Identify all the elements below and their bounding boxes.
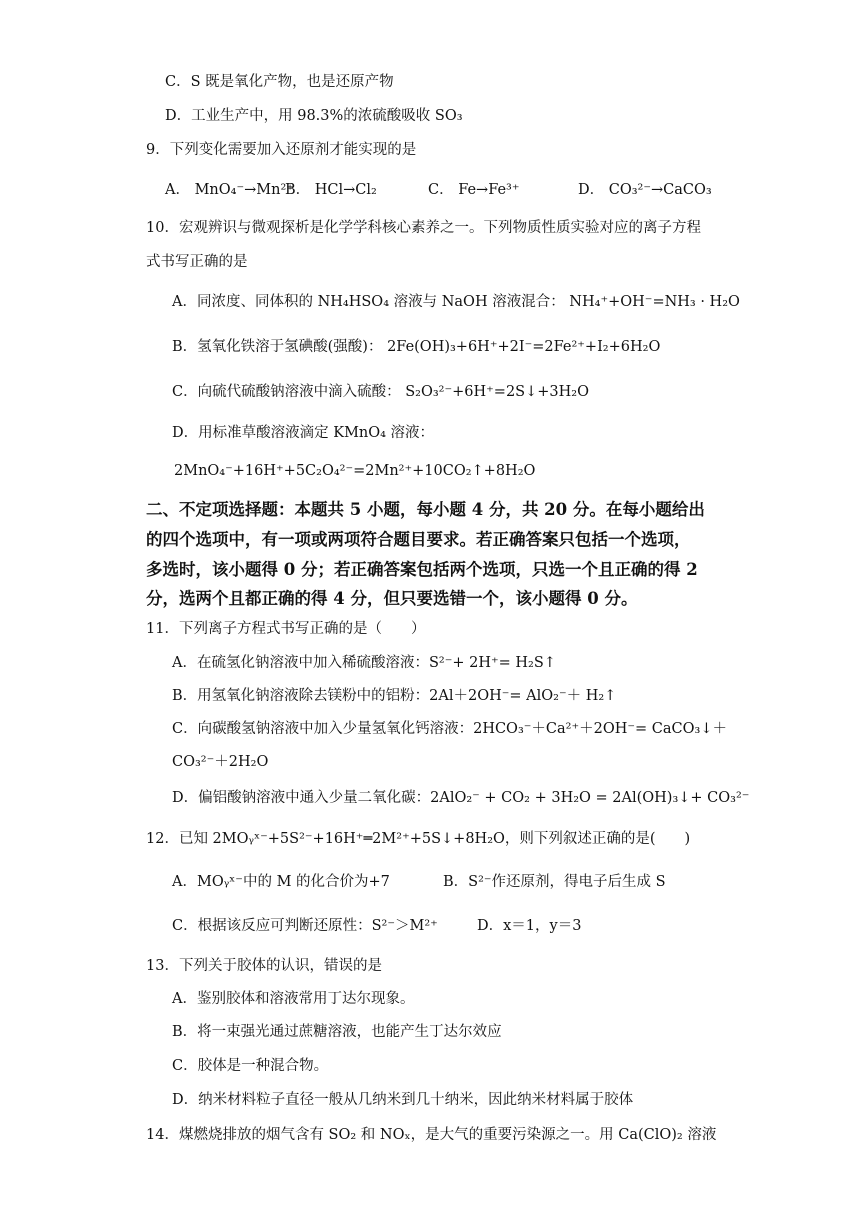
q9-stem: 9．下列变化需要加入还原剂才能实现的是 bbox=[146, 142, 417, 158]
q11-option-c-cont: CO₃²⁻＋2H₂O bbox=[172, 754, 269, 770]
q12-options-row2 bbox=[172, 916, 732, 936]
q12-option-c: C．根据该反应可判断还原性：S²⁻＞M²⁺ bbox=[172, 918, 438, 934]
q13-option-d: D．纳米材料粒子直径一般从几纳米到几十纳米，因此纳米材料属于胶体 bbox=[172, 1092, 634, 1108]
q8-option-d: D．工业生产中，用 98.3%的浓硫酸吸收 SO₃ bbox=[165, 108, 463, 124]
section-2-heading-line1: 二、不定项选择题：本题共 5 小题，每小题 4 分，共 20 分。在每小题给出 bbox=[146, 500, 705, 519]
q10-stem-line2: 式书写正确的是 bbox=[146, 254, 248, 270]
q12-option-d: D．x＝1，y＝3 bbox=[477, 918, 582, 934]
q11-option-b: B．用氢氧化钠溶液除去镁粉中的铝粉：2Al＋2OH⁻= AlO₂⁻＋ H₂↑ bbox=[172, 688, 617, 704]
q12-options-row1 bbox=[172, 872, 732, 892]
q12-option-b: B．S²⁻作还原剂，得电子后生成 S bbox=[443, 874, 666, 890]
q13-stem: 13．下列关于胶体的认识，错误的是 bbox=[146, 958, 382, 974]
q9-option-c: C． Fe→Fe³⁺ bbox=[428, 182, 520, 198]
q14-stem: 14．煤燃烧排放的烟气含有 SO₂ 和 NOₓ，是大气的重要污染源之一。用 Ca(ClO)₂ 溶液 bbox=[146, 1127, 717, 1143]
q9-options bbox=[165, 180, 725, 200]
q13-option-c: C．胶体是一种混合物。 bbox=[172, 1058, 329, 1074]
section-2-heading-line4: 分，选两个且都正确的得 4 分，但只要选错一个，该小题得 0 分。 bbox=[146, 589, 638, 608]
q12-stem: 12．已知 2MOᵧˣ⁻+5S²⁻+16H⁺═2M²⁺+5S↓+8H₂O，则下列叙述正确的是( ) bbox=[146, 831, 691, 847]
q12-option-a: A．MOᵧˣ⁻中的 M 的化合价为+7 bbox=[172, 874, 390, 890]
q11-option-c: C．向碳酸氢钠溶液中加入少量氢氧化钙溶液：2HCO₃⁻＋Ca²⁺＋2OH⁻= CaCO₃↓＋ bbox=[172, 721, 727, 737]
q10-option-c: C．向硫代硫酸钠溶液中滴入硫酸： S₂O₃²⁻+6H⁺=2S↓+3H₂O bbox=[172, 384, 589, 400]
q11-option-a: A．在硫氢化钠溶液中加入稀硫酸溶液：S²⁻+ 2H⁺= H₂S↑ bbox=[172, 655, 556, 671]
q11-stem: 11．下列离子方程式书写正确的是（ ） bbox=[146, 621, 426, 637]
q10-option-d-equation: 2MnO₄⁻+16H⁺+5C₂O₄²⁻=2Mn²⁺+10CO₂↑+8H₂O bbox=[174, 463, 536, 479]
q10-stem-line1: 10．宏观辨识与微观探析是化学学科核心素养之一。下列物质性质实验对应的离子方程 bbox=[146, 220, 701, 236]
q9-option-d: D． CO₃²⁻→CaCO₃ bbox=[578, 182, 712, 198]
q10-option-b: B．氢氧化铁溶于氢碘酸(强酸)： 2Fe(OH)₃+6H⁺+2I⁻=2Fe²⁺+I₂+6H₂O bbox=[172, 339, 661, 355]
q9-option-b: B． HCl→Cl₂ bbox=[285, 182, 377, 198]
q8-option-c: C．S 既是氧化产物，也是还原产物 bbox=[165, 74, 394, 90]
section-2-heading-line3: 多选时，该小题得 0 分；若正确答案包括两个选项，只选一个且正确的得 2 bbox=[146, 560, 698, 579]
q10-option-a: A．同浓度、同体积的 NH₄HSO₄ 溶液与 NaOH 溶液混合： NH₄⁺+OH⁻=NH₃ · H₂O bbox=[172, 294, 740, 310]
q13-option-b: B．将一束强光通过蔗糖溶液，也能产生丁达尔效应 bbox=[172, 1024, 502, 1040]
q10-option-d: D．用标准草酸溶液滴定 KMnO₄ 溶液： bbox=[172, 425, 435, 441]
q13-option-a: A．鉴别胶体和溶液常用丁达尔现象。 bbox=[172, 991, 415, 1007]
q9-option-a: A． MnO₄⁻→Mn²⁺ bbox=[165, 182, 294, 198]
q11-option-d: D．偏铝酸钠溶液中通入少量二氧化碳：2AlO₂⁻ + CO₂ + 3H₂O = 2Al(OH)₃↓+ CO₃²⁻ bbox=[172, 790, 750, 806]
section-2-heading-line2: 的四个选项中，有一项或两项符合题目要求。若正确答案只包括一个选项， bbox=[146, 530, 691, 549]
